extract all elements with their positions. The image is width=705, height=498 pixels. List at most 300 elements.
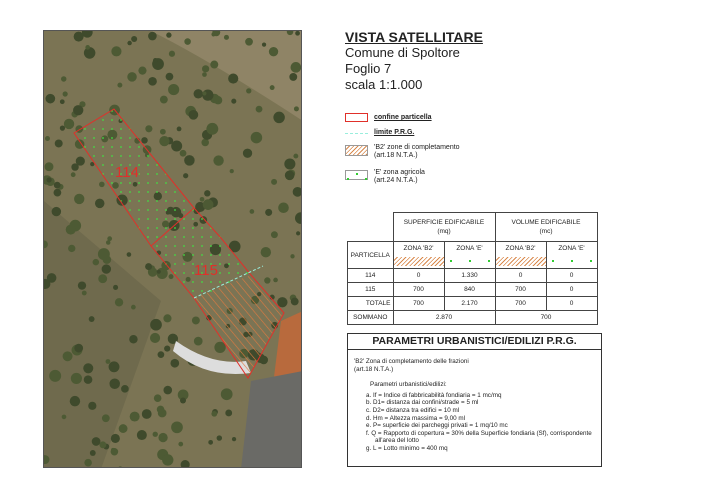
tree	[106, 359, 111, 364]
tree	[111, 448, 119, 456]
cell: 700	[495, 311, 597, 325]
tree	[84, 459, 92, 467]
legend-text: 'E' zona agricola	[374, 169, 425, 176]
tree	[167, 207, 175, 215]
parameters-box	[347, 333, 602, 467]
hatch-swatch	[394, 257, 444, 266]
param-item: d. Hm = Altezza massima = 9,00 ml	[366, 414, 466, 422]
agri-dot	[183, 218, 185, 220]
tree	[202, 72, 207, 77]
agri-dot	[93, 155, 95, 157]
tree	[250, 209, 255, 214]
agri-dot	[183, 263, 185, 265]
agri-dot	[156, 164, 158, 166]
agri-dot	[129, 200, 131, 202]
tree	[157, 270, 161, 274]
tree	[148, 32, 157, 41]
agri-dot	[219, 254, 221, 256]
agri-dot	[228, 254, 230, 256]
tree	[192, 317, 200, 325]
agri-dot	[156, 245, 158, 247]
areas-table	[347, 212, 598, 325]
agri-dot	[201, 218, 203, 220]
table-row	[348, 283, 598, 297]
header-zona-e: ZONA 'E'	[546, 242, 597, 256]
table-row-sommano	[348, 311, 598, 325]
agri-dot	[147, 209, 149, 211]
cell: TOTALE	[348, 297, 394, 311]
tree	[202, 91, 206, 95]
agri-dot	[183, 236, 185, 238]
tree	[289, 73, 297, 81]
tree	[264, 277, 270, 283]
agri-dot	[174, 227, 176, 229]
agri-dot	[102, 155, 104, 157]
agri-dot	[210, 245, 212, 247]
tree	[162, 454, 173, 465]
agri-dot	[120, 146, 122, 148]
agri-dot	[102, 137, 104, 139]
tree	[62, 415, 67, 420]
agri-dot	[156, 200, 158, 202]
agri-dot	[111, 173, 113, 175]
tree	[141, 137, 147, 143]
agri-dot	[147, 236, 149, 238]
agri-dot	[129, 137, 131, 139]
tree	[102, 264, 111, 273]
legend-sub: (art.18 N.T.A.)	[374, 152, 418, 159]
tree	[154, 394, 162, 402]
agri-dot	[174, 209, 176, 211]
agri-dot	[138, 182, 140, 184]
tree	[194, 337, 203, 346]
tree	[127, 252, 132, 257]
agri-dot	[192, 236, 194, 238]
tree	[102, 414, 110, 422]
agri-dot	[129, 155, 131, 157]
tree	[131, 305, 136, 310]
agri-dot	[165, 191, 167, 193]
tree	[171, 421, 183, 433]
zone-name: 'B2' Zona di completamento delle frazioni	[354, 358, 469, 365]
tree	[99, 182, 105, 188]
agri-dot	[183, 245, 185, 247]
tree	[202, 65, 209, 72]
cell: 0	[546, 297, 597, 311]
agri-dot	[147, 164, 149, 166]
tree	[150, 333, 160, 343]
agri-dot	[129, 182, 131, 184]
cell: 700	[393, 297, 444, 311]
tree	[158, 351, 165, 358]
tree	[119, 424, 128, 433]
tree	[54, 182, 61, 189]
tree	[74, 194, 84, 204]
tree	[162, 221, 169, 228]
tree	[49, 370, 61, 382]
tree	[189, 110, 199, 120]
tree	[290, 254, 294, 258]
legend-sub: (art.24 N.T.A.)	[374, 177, 418, 184]
tree	[113, 285, 118, 290]
legend-label	[374, 169, 425, 185]
tree	[71, 172, 76, 177]
tree	[137, 430, 147, 440]
tree	[46, 177, 51, 182]
legend-item-e	[345, 169, 425, 184]
tree	[184, 38, 191, 45]
tree	[291, 62, 302, 73]
agri-dot	[138, 200, 140, 202]
tree	[284, 158, 295, 169]
tree	[194, 89, 203, 98]
tree	[73, 105, 83, 115]
agricultural-swatch	[345, 170, 368, 180]
cell: 2.870	[393, 311, 495, 325]
agri-dot	[156, 209, 158, 211]
agri-dot	[183, 272, 185, 274]
tree	[230, 169, 234, 173]
agri-dot	[138, 218, 140, 220]
agri-dot	[93, 146, 95, 148]
tree	[184, 155, 194, 165]
hatch-swatch	[345, 145, 368, 156]
tree	[63, 351, 73, 361]
h-sup-unit: (mq)	[437, 228, 451, 235]
legend-label	[374, 144, 460, 160]
h-sup: SUPERFICIE EDIFICABILE	[403, 219, 485, 226]
tree	[225, 410, 232, 417]
tree	[68, 245, 75, 252]
agri-dot	[201, 245, 203, 247]
tree	[203, 199, 214, 210]
agri-dot	[156, 236, 158, 238]
foglio: Foglio 7	[345, 61, 392, 76]
tree	[166, 32, 171, 37]
document-header	[345, 29, 483, 93]
agri-dot	[156, 182, 158, 184]
tree	[52, 207, 61, 216]
tree	[246, 88, 251, 93]
legend-label: confine particella	[374, 114, 432, 121]
tree	[193, 222, 198, 227]
agri-dot	[165, 236, 167, 238]
agri-dot	[165, 254, 167, 256]
agri-dot	[192, 281, 194, 283]
tree	[64, 119, 74, 129]
tree	[111, 434, 120, 443]
tree	[101, 135, 108, 142]
agri-dot	[210, 290, 212, 292]
tree	[145, 125, 152, 132]
agri-dot	[201, 227, 203, 229]
agri-dot	[219, 281, 221, 283]
tree	[273, 278, 278, 283]
agri-dot	[219, 263, 221, 265]
tree	[183, 173, 188, 178]
param-item: e. P= superficie dei parcheggi privati = 1 mq/10 mc	[366, 422, 508, 430]
agri-dot	[165, 245, 167, 247]
agri-dot	[147, 173, 149, 175]
tree	[178, 442, 183, 447]
tree	[54, 189, 62, 197]
cell: 700	[495, 283, 546, 297]
agri-dot	[111, 119, 113, 121]
tree	[170, 359, 179, 368]
tree	[262, 43, 266, 47]
tree	[153, 58, 158, 63]
tree	[182, 252, 192, 262]
tree	[131, 36, 137, 42]
tree	[130, 412, 140, 422]
tree	[269, 47, 278, 56]
agri-dot	[165, 200, 167, 202]
agri-dot	[147, 155, 149, 157]
tree	[213, 155, 223, 165]
tree	[45, 136, 50, 141]
agri-dot	[174, 263, 176, 265]
tree	[166, 73, 174, 81]
header-zona-e: ZONA 'E'	[444, 242, 495, 256]
legend-text: 'B2' zone di completamento	[374, 144, 460, 151]
table-row-totale	[348, 297, 598, 311]
tree	[278, 202, 289, 213]
agri-dot	[120, 137, 122, 139]
agri-dot	[174, 218, 176, 220]
agri-dot	[165, 227, 167, 229]
tree	[70, 396, 80, 406]
tree	[71, 373, 82, 384]
agri-dot	[210, 254, 212, 256]
agri-dot	[174, 254, 176, 256]
agri-dot	[111, 182, 113, 184]
agri-dot	[147, 182, 149, 184]
agri-dot	[237, 263, 239, 265]
tree	[158, 433, 167, 442]
tree	[98, 248, 110, 260]
table-row	[348, 269, 598, 283]
agri-dot	[192, 218, 194, 220]
tree	[210, 61, 218, 69]
tree	[231, 99, 236, 104]
agricultural-swatch	[445, 257, 495, 266]
cell: 700	[393, 283, 444, 297]
agri-dot	[183, 227, 185, 229]
tree	[93, 259, 100, 266]
parcel-label-115: 115	[194, 262, 218, 279]
tree	[133, 182, 138, 187]
cell: 0	[546, 269, 597, 283]
param-item: b. D1= distanza dai confini/strade = 5 ml	[366, 399, 479, 407]
tree	[277, 297, 287, 307]
tree	[163, 314, 171, 322]
tree	[261, 247, 271, 257]
tree	[228, 73, 238, 83]
cell: 114	[348, 269, 394, 283]
tree	[204, 190, 210, 196]
tree	[60, 99, 65, 104]
tree	[296, 231, 300, 235]
tree	[169, 274, 174, 279]
agri-dot	[165, 218, 167, 220]
agri-dot	[210, 236, 212, 238]
tree	[160, 129, 166, 135]
tree	[224, 35, 229, 40]
tree	[76, 157, 85, 166]
tree	[294, 106, 299, 111]
agri-dot	[111, 137, 113, 139]
agri-dot	[201, 236, 203, 238]
agri-dot	[210, 281, 212, 283]
agri-dot	[129, 146, 131, 148]
tree	[88, 402, 96, 410]
tree	[95, 199, 104, 208]
scala: scala 1:1.000	[345, 77, 423, 92]
tree	[82, 291, 87, 296]
parcel-label-114: 114	[115, 164, 139, 181]
cell: 0	[393, 269, 444, 283]
tree	[90, 450, 96, 456]
tree	[171, 141, 182, 152]
header-zona-b2: ZONA 'B2'	[393, 242, 444, 256]
tree	[163, 386, 172, 395]
tree	[180, 398, 186, 404]
agri-dot	[156, 173, 158, 175]
tree	[177, 126, 182, 131]
agri-dot	[111, 155, 113, 157]
cell: 0	[546, 283, 597, 297]
tree	[154, 192, 162, 200]
agri-dot	[147, 227, 149, 229]
tree	[85, 45, 90, 50]
tree	[127, 41, 131, 45]
tree	[293, 154, 298, 159]
tree	[142, 409, 152, 419]
param-item: a. If = Indice di fabbricabilità fondiaria = 1 mc/mq	[366, 391, 502, 399]
tree	[273, 112, 284, 123]
tree	[145, 263, 152, 270]
legend-label: limite P.R.G.	[374, 129, 415, 136]
agri-dot	[174, 245, 176, 247]
agri-dot	[165, 209, 167, 211]
param-item: c. D2= distanza tra edifici = 10 ml	[366, 406, 460, 414]
agri-dot	[120, 128, 122, 130]
agri-dot	[147, 218, 149, 220]
zone-article: (art.18 N.T.A.)	[354, 365, 394, 373]
agri-dot	[183, 200, 185, 202]
agri-dot	[174, 236, 176, 238]
tree	[111, 46, 121, 56]
tree	[285, 171, 295, 181]
tree	[45, 162, 54, 171]
header-zona-b2: ZONA 'B2'	[495, 242, 546, 256]
agri-dot	[138, 209, 140, 211]
cell: 1.330	[444, 269, 495, 283]
tree	[55, 139, 63, 147]
tree	[168, 84, 179, 95]
tree	[78, 281, 86, 289]
agri-dot	[138, 155, 140, 157]
tree	[99, 441, 106, 448]
param-item: f. Q = Rapporto di copertura = 30% della Superficie fondiaria (Sf), corrispondente all'area del lotto	[366, 429, 592, 445]
tree	[84, 47, 96, 59]
tree	[109, 361, 120, 372]
tree	[214, 342, 225, 353]
tree	[150, 319, 162, 331]
agri-dot	[138, 191, 140, 193]
agri-dot	[192, 254, 194, 256]
header-superficie	[393, 213, 495, 242]
document-title: VISTA SATELLITARE	[345, 29, 483, 45]
agri-dot	[102, 164, 104, 166]
tree	[271, 231, 278, 238]
agri-dot	[120, 119, 122, 121]
tree	[160, 96, 168, 104]
agri-dot	[111, 164, 113, 166]
tree	[92, 437, 101, 446]
header-particella: PARTICELLA	[348, 242, 394, 269]
tree	[61, 76, 66, 81]
parameters-title: PARAMETRI URBANISTICI/EDILIZI P.R.G.	[348, 334, 601, 350]
tree	[186, 277, 191, 282]
satellite-map-overlay	[44, 31, 302, 468]
tree	[45, 94, 55, 104]
tree	[63, 91, 68, 96]
tree	[127, 72, 136, 81]
agri-dot	[102, 119, 104, 121]
agri-dot	[93, 128, 95, 130]
params-subtitle: Parametri urbanistici/edilizi:	[370, 381, 447, 389]
tree	[293, 187, 302, 197]
agri-dot	[138, 146, 140, 148]
agri-dot	[219, 245, 221, 247]
agri-dot	[120, 182, 122, 184]
tree	[138, 67, 146, 75]
tree	[169, 51, 175, 57]
hatch-swatch	[496, 257, 546, 266]
agri-dot	[201, 290, 203, 292]
agri-dot	[201, 254, 203, 256]
tree	[295, 31, 300, 36]
tree	[232, 437, 236, 441]
tree	[217, 435, 222, 440]
agri-dot	[111, 146, 113, 148]
agri-dot	[111, 128, 113, 130]
agri-dot	[120, 191, 122, 193]
agri-dot	[102, 128, 104, 130]
agricultural-swatch	[547, 257, 597, 266]
agri-dot	[93, 137, 95, 139]
agri-dot	[120, 155, 122, 157]
agri-dot	[237, 272, 239, 274]
tree	[117, 83, 122, 88]
comune: Comune di Spoltore	[345, 45, 460, 60]
tree	[106, 240, 111, 245]
tree	[74, 344, 83, 353]
tree	[245, 38, 253, 46]
tree	[200, 197, 205, 202]
cell: 700	[495, 297, 546, 311]
tree	[74, 32, 84, 42]
tree	[157, 406, 165, 414]
tree	[60, 126, 65, 131]
tree	[265, 209, 272, 216]
agri-dot	[156, 227, 158, 229]
tree	[115, 298, 123, 306]
dashed-line-swatch	[345, 133, 368, 134]
agri-dot	[192, 245, 194, 247]
tree	[206, 123, 218, 135]
